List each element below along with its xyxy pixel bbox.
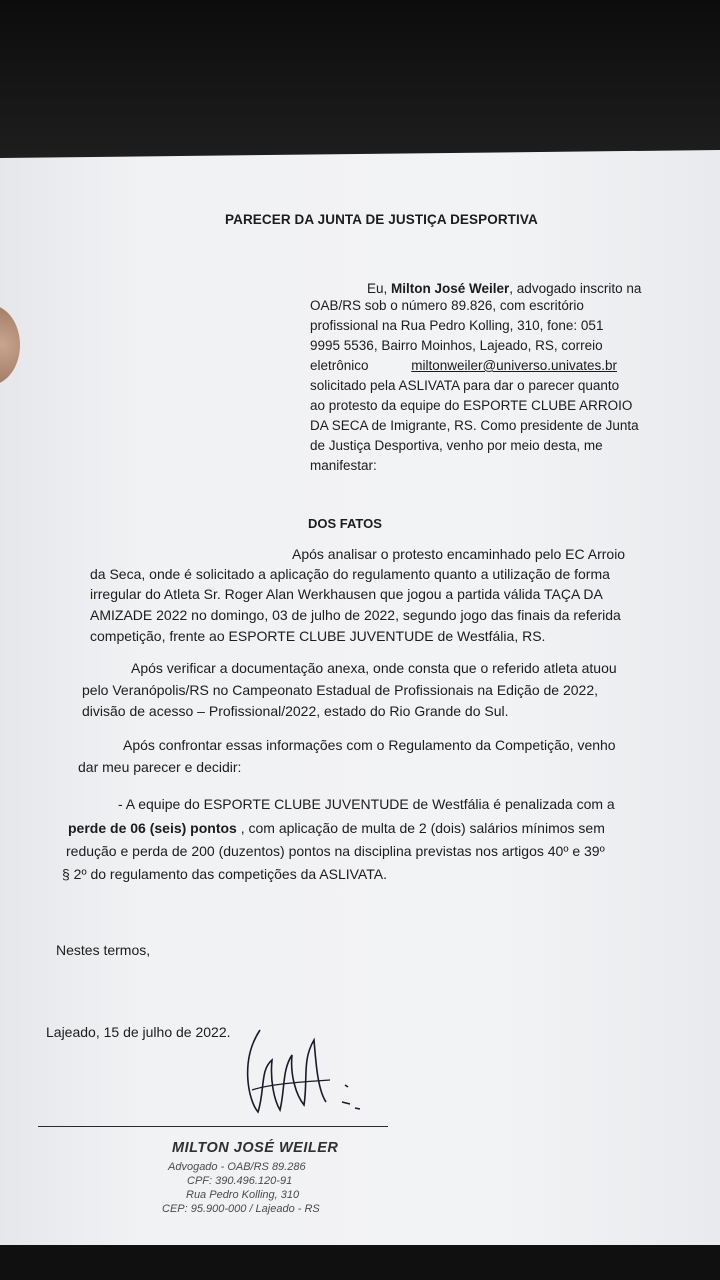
stamp-line-2: CPF: 390.496.120-91: [187, 1175, 293, 1187]
para1-line-1: Após analisar o protesto encaminhado pelo EC Arroio: [292, 546, 626, 562]
document-title: PARECER DA JUNTA DE JUSTIÇA DESPORTIVA: [225, 212, 538, 227]
background-top: [0, 0, 720, 160]
para3-line-1: Após confrontar essas informações com o Regulamento da Competição, venho: [123, 737, 616, 753]
para1-line-5: competição, frente ao ESPORTE CLUBE JUVENTUDE de Westfália, RS.: [90, 628, 546, 644]
para4-line-3: redução e perda de 200 (duzentos) pontos na disciplina previstas nos artigos 40º e 39º: [66, 843, 605, 859]
intro-line-10: manifestar:: [310, 458, 377, 473]
intro-line-2: OAB/RS sob o número 89.826, com escritório: [310, 298, 584, 313]
intro-line-6: solicitado pela ASLIVATA para dar o parecer quanto: [310, 378, 620, 393]
para4-line-1: - A equipe do ESPORTE CLUBE JUVENTUDE de Westfália é penalizada com a: [118, 796, 615, 812]
intro-line-7: ao protesto da equipe do ESPORTE CLUBE ARROIO: [310, 398, 633, 413]
para1-line-4: AMIZADE 2022 no domingo, 03 de julho de 2022, segundo jogo das finais da referida: [90, 607, 621, 623]
intro-post: , advogado inscrito na: [509, 281, 642, 296]
email-link[interactable]: miltonweiler@universo.univates.br: [411, 358, 617, 373]
stamp-line-3: Rua Pedro Kolling, 310: [186, 1189, 300, 1201]
lawyer-name: Milton José Weiler: [391, 281, 510, 296]
handwritten-signature: [230, 1020, 390, 1130]
email-label: eletrônico: [310, 358, 369, 373]
penalty-text: perde de 06 (seis) pontos: [68, 820, 237, 836]
background-bottom: [0, 1240, 720, 1280]
intro-line-3: profissional na Rua Pedro Kolling, 310, fone: 051: [310, 318, 604, 333]
para1-line-3: irregular do Atleta Sr. Roger Alan Werkhausen que jogou a partida válida TAÇA DA: [90, 586, 603, 602]
para2-line-3: divisão de acesso – Profissional/2022, estado do Rio Grande do Sul.: [82, 703, 509, 719]
para2-line-1: Após verificar a documentação anexa, onde consta que o referido atleta atuou: [131, 660, 617, 676]
intro-line-5: [310, 356, 617, 376]
stamp-line-1: Advogado - OAB/RS 89.286: [168, 1161, 306, 1173]
para4-line-4: § 2º do regulamento das competições da ASLIVATA.: [62, 866, 387, 882]
section-title: DOS FATOS: [308, 516, 382, 531]
intro-line-4: 9995 5536, Bairro Moinhos, Lajeado, RS, correio: [310, 338, 603, 353]
stamp-name: MILTON JOSÉ WEILER: [172, 1140, 339, 1156]
closing-text: Nestes termos,: [56, 942, 151, 958]
para3-line-2: dar meu parecer e decidir:: [78, 759, 242, 775]
intro-pre: Eu,: [367, 281, 392, 296]
para1-line-2: da Seca, onde é solicitado a aplicação do regulamento quanto a utilização de forma: [90, 566, 610, 582]
place-date: Lajeado, 15 de julho de 2022.: [46, 1024, 231, 1040]
intro-line-8: DA SECA de Imigrante, RS. Como presidente de Junta: [310, 418, 639, 433]
para4-line-2: perde de 06 (seis) pontos , com aplicação de multa de 2 (dois) salários mínimos sem: [68, 820, 605, 836]
stamp-line-4: CEP: 95.900-000 / Lajeado - RS: [162, 1203, 320, 1215]
intro-line-9: de Justiça Desportiva, venho por meio desta, me: [310, 438, 603, 453]
para2-line-2: pelo Veranópolis/RS no Campeonato Estadual de Profissionais na Edição de 2022,: [82, 682, 599, 698]
signature-line: [38, 1126, 388, 1127]
